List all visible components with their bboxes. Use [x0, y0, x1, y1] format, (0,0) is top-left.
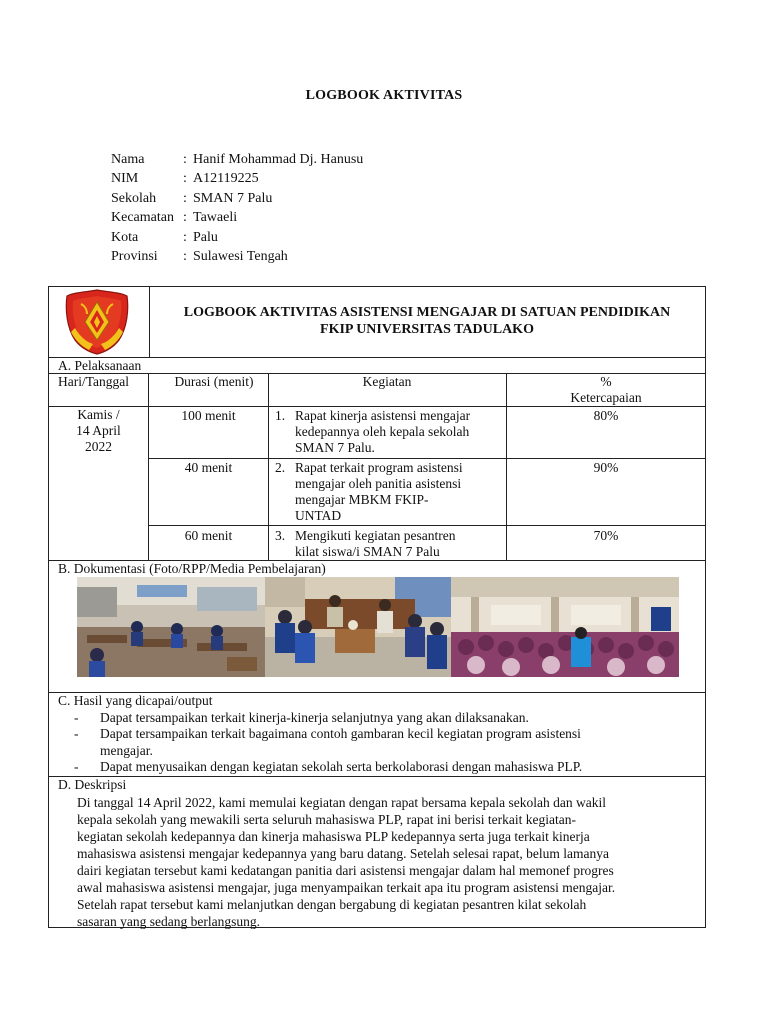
divider — [148, 525, 705, 526]
classroom-meeting-photo — [77, 577, 265, 677]
document-title: LOGBOOK AKTIVITAS — [305, 88, 463, 103]
date-day: Kamis / — [77, 407, 120, 422]
list-item — [58, 726, 698, 759]
activity-text: SMAN 7 Palu. — [295, 440, 375, 455]
description-text — [77, 794, 699, 930]
section-d-label: D. Deskripsi — [58, 777, 127, 792]
identity-value: A12119225 — [193, 171, 259, 187]
activity-text: mengajar MBKM FKIP- — [295, 492, 429, 507]
header-line-2: FKIP UNIVERSITAS TADULAKO — [320, 322, 534, 337]
date-cell — [49, 407, 148, 455]
identity-row-kecamatan — [111, 208, 363, 227]
column-header-percent: % — [600, 374, 612, 389]
logbook-header — [49, 287, 705, 358]
list-bullet: - — [74, 710, 79, 725]
section-b-label: B. Dokumentasi (Foto/RPP/Media Pembelajaran) — [58, 561, 326, 576]
column-header-achievement: Ketercapaian — [570, 390, 642, 405]
identity-separator: : — [183, 210, 187, 226]
identity-label: Provinsi — [111, 249, 158, 265]
identity-value: Hanif Mohammad Dj. Hanusu — [193, 152, 364, 167]
duration-cell: 100 menit — [181, 408, 236, 423]
identity-value: Palu — [193, 229, 218, 245]
date-month: 14 April — [76, 423, 121, 438]
percent-cell: 90% — [593, 460, 619, 475]
list-item — [58, 710, 698, 726]
divider — [148, 458, 705, 459]
identity-label: NIM — [111, 171, 139, 187]
column-header-duration: Durasi (menit) — [174, 374, 254, 389]
activity-text: Mengikuti kegiatan pesantren — [295, 528, 456, 543]
identity-separator: : — [183, 152, 187, 167]
description-line: dairi kegiatan tersebut kami kedatangan panitia dari asistensi mengajar dalam hal memonef progres — [77, 863, 614, 878]
column-header-activity: Kegiatan — [362, 374, 412, 389]
description-line: mahasiswa asistensi mengajar kedepannya yang baru datang. Setelah selesai rapat, belum lamanya — [77, 846, 609, 861]
documentation-photos — [77, 577, 679, 677]
identity-value: Tawaeli — [193, 210, 238, 226]
activity-text: Rapat kinerja asistensi mengajar — [295, 408, 471, 423]
list-item-text: Dapat tersampaikan terkait bagaimana contoh gambaran kecil kegiatan program asistensi — [100, 726, 581, 742]
header-line-1: LOGBOOK AKTIVITAS ASISTENSI MENGAJAR DI SATUAN PENDIDIKAN — [183, 305, 671, 320]
identity-label: Nama — [111, 152, 145, 167]
activity-text: Rapat terkait program asistensi — [295, 460, 463, 475]
activity-text: kedepannya oleh kepala sekolah — [295, 424, 470, 439]
identity-row-sekolah — [111, 189, 363, 208]
activity-cell — [275, 460, 503, 524]
percent-cell: 80% — [593, 408, 619, 423]
activity-text: kilat siswa/i SMAN 7 Palu — [295, 544, 440, 559]
description-line: Setelah rapat tersebut kami melanjutkan dengan bergabung di kegiatan pesantren kilat sekolah — [77, 897, 587, 912]
column-header-date: Hari/Tanggal — [58, 374, 130, 389]
list-item-text: mengajar. — [100, 742, 153, 758]
description-line: awal mahasiswa asistensi mengajar, juga menyampaikan terkait apa itu program asistensi mengajar. — [77, 880, 616, 895]
identity-row-nim — [111, 169, 363, 188]
identity-value: SMAN 7 Palu — [193, 190, 273, 206]
column-divider — [268, 373, 269, 561]
identity-separator: : — [183, 171, 187, 187]
identity-row-kota — [111, 228, 363, 247]
identity-separator: : — [183, 190, 187, 206]
output-list — [58, 710, 698, 775]
identity-row-provinsi — [111, 247, 363, 266]
list-item-text: Dapat menyusaikan dengan kegiatan sekolah serta berkolaborasi dengan mahasiswa PLP. — [100, 758, 583, 774]
identity-label: Kecamatan — [111, 210, 174, 226]
description-line: sasaran yang sedang berlangsung. — [77, 914, 260, 929]
duration-cell: 40 menit — [184, 460, 233, 475]
identity-row-nama — [111, 150, 363, 169]
description-line: kepala sekolah yang mewakili serta seluruh mahasiswa PLP, rapat ini berisi terkait kegiatan- — [77, 812, 576, 827]
percent-cell: 70% — [593, 528, 619, 543]
divider — [49, 776, 705, 777]
lounge-meeting-photo — [265, 577, 451, 677]
date-year: 2022 — [85, 439, 112, 454]
identity-separator: : — [183, 249, 187, 265]
activity-cell — [275, 528, 503, 560]
list-item — [58, 759, 698, 775]
identity-separator: : — [183, 229, 187, 245]
identity-label: Kota — [111, 229, 139, 245]
activity-number: 2. — [275, 460, 286, 475]
activity-cell — [275, 408, 503, 456]
logbook-table — [48, 286, 706, 928]
duration-cell: 60 menit — [184, 528, 233, 543]
list-item-text: Dapat tersampaikan terkait kinerja-kinerja selanjutnya yang akan dilaksanakan. — [100, 710, 529, 725]
activity-number: 1. — [275, 408, 286, 423]
logbook-header-title — [149, 304, 705, 338]
identity-label: Sekolah — [111, 190, 157, 206]
list-bullet: - — [74, 758, 79, 774]
identity-block — [111, 150, 363, 266]
description-line: kegiatan sekolah kedepannya dan kinerja mahasiswa PLP kedepannya serta juga terkait kinerja — [77, 829, 590, 844]
activity-text: mengajar oleh panitia asistensi — [295, 476, 462, 491]
activity-text: UNTAD — [295, 508, 342, 523]
description-line: Di tanggal 14 April 2022, kami memulai kegiatan dengan rapat bersama kepala sekolah dan wakil — [77, 795, 606, 810]
section-a-label: A. Pelaksanaan — [58, 358, 142, 373]
logo-cell — [49, 287, 150, 357]
list-bullet: - — [74, 726, 79, 742]
university-seal-icon — [61, 288, 133, 356]
hall-gathering-photo — [451, 577, 679, 677]
identity-value: Sulawesi Tengah — [193, 249, 288, 265]
section-c-label: C. Hasil yang dicapai/output — [58, 693, 213, 708]
activity-number: 3. — [275, 528, 286, 543]
